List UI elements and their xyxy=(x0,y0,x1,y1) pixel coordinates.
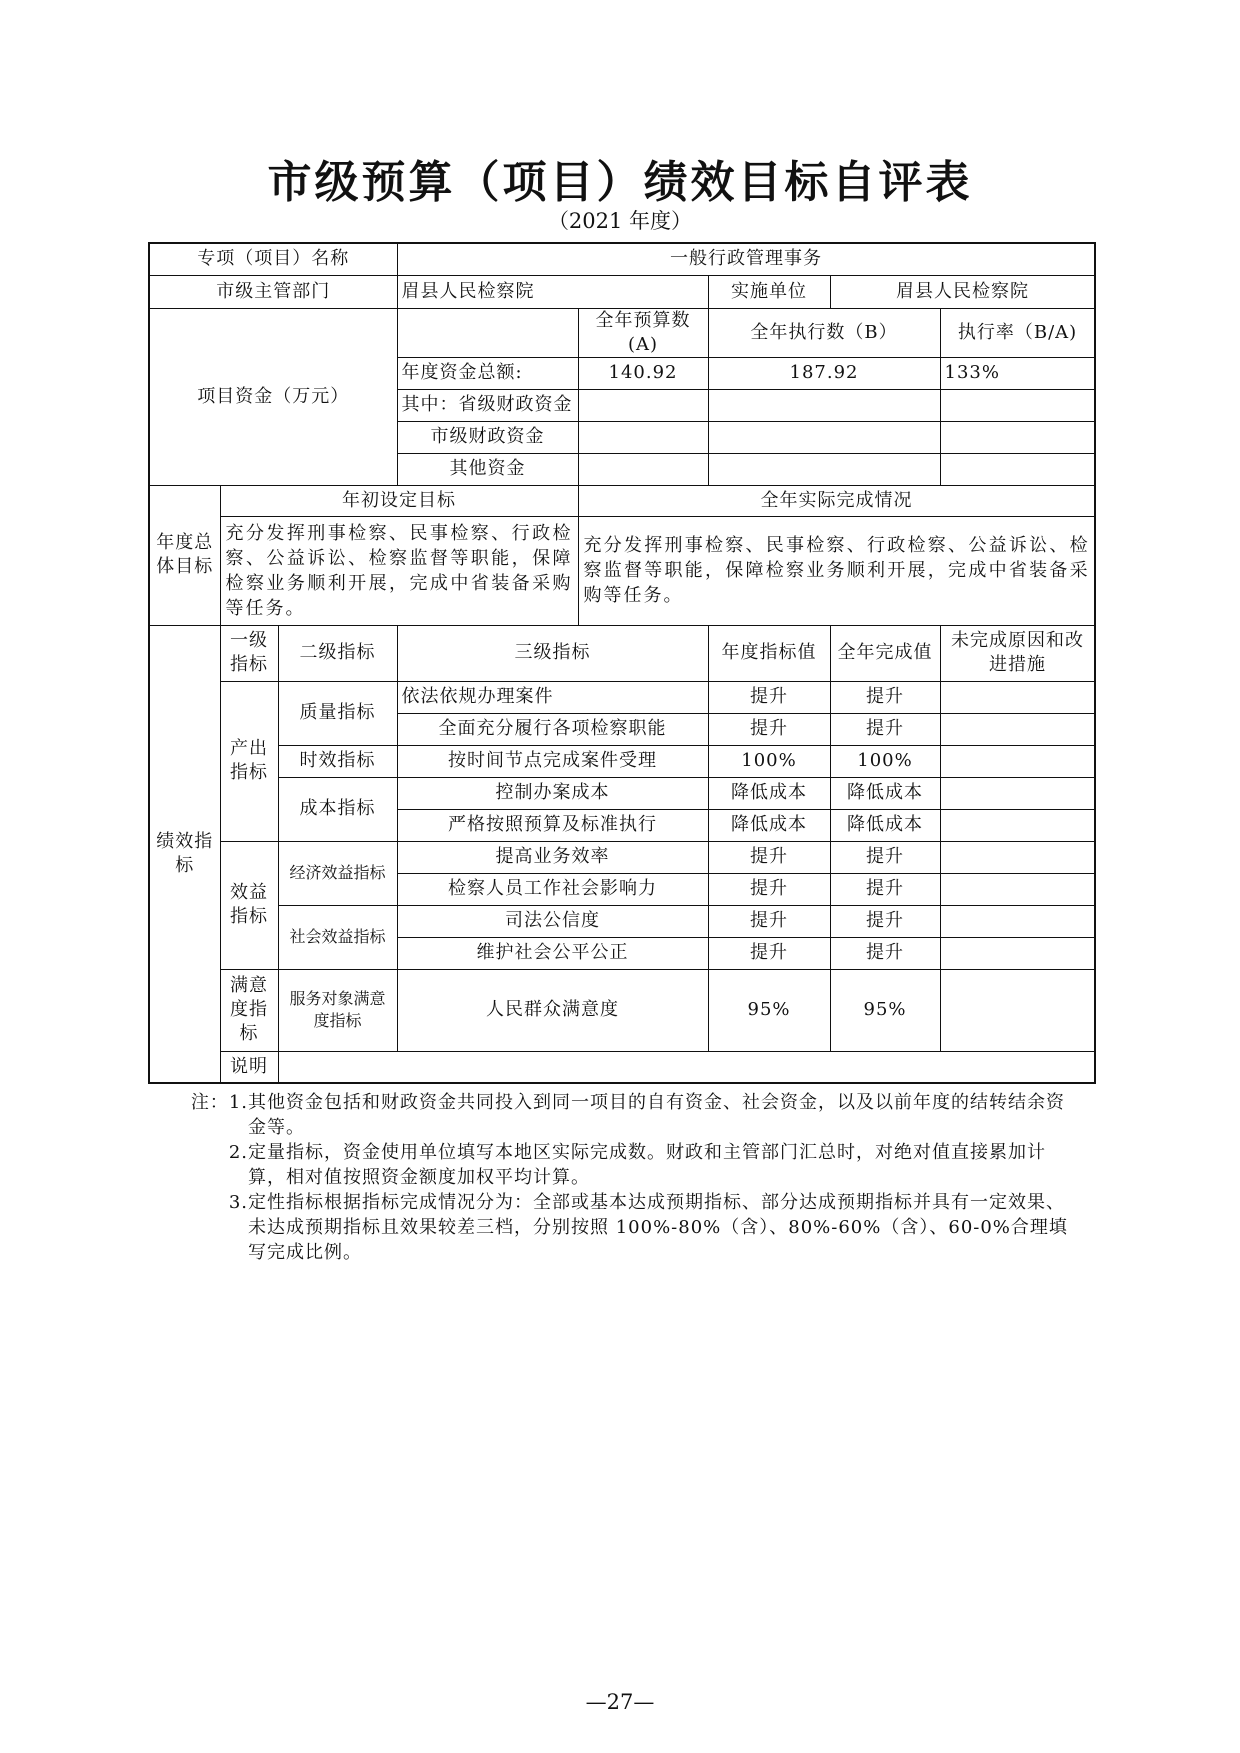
funds-row-a: 140.92 xyxy=(578,357,708,389)
footnote-item xyxy=(190,1190,1070,1265)
indicator-target: 降低成本 xyxy=(708,809,830,841)
funds-row-b xyxy=(708,389,940,421)
remark-value xyxy=(278,1051,1095,1083)
group-benefit: 效益指标 xyxy=(220,841,278,969)
indicator-reason xyxy=(940,937,1095,969)
group-output: 产出指标 xyxy=(220,681,278,841)
indicator-reason xyxy=(940,905,1095,937)
footnote-item xyxy=(190,1140,1070,1190)
indicator-target: 提升 xyxy=(708,713,830,745)
funds-row-label: 其他资金 xyxy=(397,453,578,485)
indicator-reason xyxy=(940,809,1095,841)
indicator-actual: 提升 xyxy=(830,905,940,937)
footnote-number: 3. xyxy=(228,1192,248,1213)
funds-row-b: 187.92 xyxy=(708,357,940,389)
unit-value: 眉县人民检察院 xyxy=(830,275,1095,308)
indicator-target: 提升 xyxy=(708,937,830,969)
indicator-name: 严格按照预算及标准执行 xyxy=(397,809,708,841)
page-number: —27— xyxy=(585,1690,655,1714)
funds-row-a xyxy=(578,421,708,453)
funds-row-label: 其中：省级财政资金 xyxy=(397,389,578,421)
funds-row-rate: 133% xyxy=(940,357,1095,389)
indicator-target: 95% xyxy=(708,969,830,1051)
indicator-target: 提升 xyxy=(708,873,830,905)
footnote-text: 定量指标，资金使用单位填写本地区实际完成数。财政和主管部门汇总时，对绝对值直接累加计算，相对值按照资金额度加权平均计算。 xyxy=(248,1142,1046,1188)
indicator-target: 提升 xyxy=(708,681,830,713)
goals-actual-text: 充分发挥刑事检察、民事检察、行政检察、公益诉讼、检察监督等职能，保障检察业务顺利开展，完成中省装备采购等任务。 xyxy=(578,516,1095,625)
page-title: 市级预算（项目）绩效目标自评表 xyxy=(267,157,973,208)
indicator-actual: 95% xyxy=(830,969,940,1051)
page-subtitle: （2021 年度） xyxy=(547,209,693,233)
funds-row-b xyxy=(708,453,940,485)
funds-row-rate xyxy=(940,421,1095,453)
dept-value: 眉县人民检察院 xyxy=(397,275,708,308)
funds-row-label: 年度资金总额: xyxy=(397,357,578,389)
indicator-actual: 提升 xyxy=(830,713,940,745)
footnote-text: 定性指标根据指标完成情况分为：全部或基本达成预期指标、部分达成预期指标并具有一定效果、未达成预期指标且效果较差三档，分别按照 100%-80%（含）、80%-60%（含）、60-0%合理填写完成比例。 xyxy=(248,1192,1068,1263)
goals-actual-header: 全年实际完成情况 xyxy=(578,485,1095,516)
indicator-name: 维护社会公平公正 xyxy=(397,937,708,969)
indicator-reason xyxy=(940,841,1095,873)
funds-row-b xyxy=(708,421,940,453)
goals-label: 年度总体目标 xyxy=(149,485,220,625)
goals-set-header: 年初设定目标 xyxy=(220,485,578,516)
group-satisfaction: 满意度指标 xyxy=(220,969,278,1051)
indicator-target: 降低成本 xyxy=(708,777,830,809)
indicator-name: 控制办案成本 xyxy=(397,777,708,809)
funds-col-b: 全年执行数（B） xyxy=(708,308,940,357)
footnotes xyxy=(190,1090,1070,1265)
indicator-target: 100% xyxy=(708,745,830,777)
indicator-actual: 提升 xyxy=(830,937,940,969)
footnote-number: 2. xyxy=(228,1142,248,1163)
header-level3: 三级指标 xyxy=(397,625,708,681)
evaluation-table xyxy=(148,242,1096,1084)
project-name-label: 专项（项目）名称 xyxy=(149,243,397,275)
funds-row-a xyxy=(578,453,708,485)
project-name-value: 一般行政管理事务 xyxy=(397,243,1095,275)
indicator-reason xyxy=(940,713,1095,745)
level2-cost: 成本指标 xyxy=(278,777,397,841)
funds-col-a: 全年预算数 (A) xyxy=(578,308,708,357)
indicator-name: 检察人员工作社会影响力 xyxy=(397,873,708,905)
level2-economic: 经济效益指标 xyxy=(278,841,397,905)
header-target: 年度指标值 xyxy=(708,625,830,681)
footnote-number: 1. xyxy=(228,1092,248,1113)
unit-label: 实施单位 xyxy=(708,275,830,308)
header-reason: 未完成原因和改进措施 xyxy=(940,625,1095,681)
indicator-actual: 100% xyxy=(830,745,940,777)
remark-label: 说明 xyxy=(220,1051,278,1083)
header-level2: 二级指标 xyxy=(278,625,397,681)
indicator-name: 人民群众满意度 xyxy=(397,969,708,1051)
indicator-actual: 提升 xyxy=(830,681,940,713)
level2-service: 服务对象满意度指标 xyxy=(278,969,397,1051)
indicator-actual: 提升 xyxy=(830,873,940,905)
level2-social: 社会效益指标 xyxy=(278,905,397,969)
indicator-actual: 提升 xyxy=(830,841,940,873)
indicator-target: 提升 xyxy=(708,841,830,873)
indicators-label: 绩效指标 xyxy=(149,625,220,1083)
funds-row-rate xyxy=(940,389,1095,421)
funds-col-rate: 执行率（B/A) xyxy=(940,308,1095,357)
indicator-reason xyxy=(940,873,1095,905)
indicator-actual: 降低成本 xyxy=(830,809,940,841)
footnote-item xyxy=(190,1090,1070,1140)
level2-timeliness: 时效指标 xyxy=(278,745,397,777)
dept-label: 市级主管部门 xyxy=(149,275,397,308)
header-actual: 全年完成值 xyxy=(830,625,940,681)
funds-header-blank xyxy=(397,308,578,357)
indicator-name: 提高业务效率 xyxy=(397,841,708,873)
funds-row-label: 市级财政资金 xyxy=(397,421,578,453)
indicator-reason xyxy=(940,777,1095,809)
header-level1: 一级指标 xyxy=(220,625,278,681)
funds-row-a xyxy=(578,389,708,421)
indicator-reason xyxy=(940,681,1095,713)
indicator-name: 按时间节点完成案件受理 xyxy=(397,745,708,777)
indicator-name: 依法依规办理案件 xyxy=(397,681,708,713)
goals-set-text: 充分发挥刑事检察、民事检察、行政检察、公益诉讼、检察监督等职能，保障检察业务顺利开展，完成中省装备采购等任务。 xyxy=(220,516,578,625)
footnote-text: 其他资金包括和财政资金共同投入到同一项目的自有资金、社会资金，以及以前年度的结转结余资金等。 xyxy=(248,1092,1065,1138)
indicator-actual: 降低成本 xyxy=(830,777,940,809)
indicator-reason xyxy=(940,969,1095,1051)
indicator-reason xyxy=(940,745,1095,777)
indicator-name: 全面充分履行各项检察职能 xyxy=(397,713,708,745)
footnote-prefix: 注： xyxy=(190,1092,229,1113)
indicator-name: 司法公信度 xyxy=(397,905,708,937)
indicator-target: 提升 xyxy=(708,905,830,937)
funds-label: 项目资金（万元） xyxy=(149,308,397,485)
funds-row-rate xyxy=(940,453,1095,485)
level2-quality: 质量指标 xyxy=(278,681,397,745)
